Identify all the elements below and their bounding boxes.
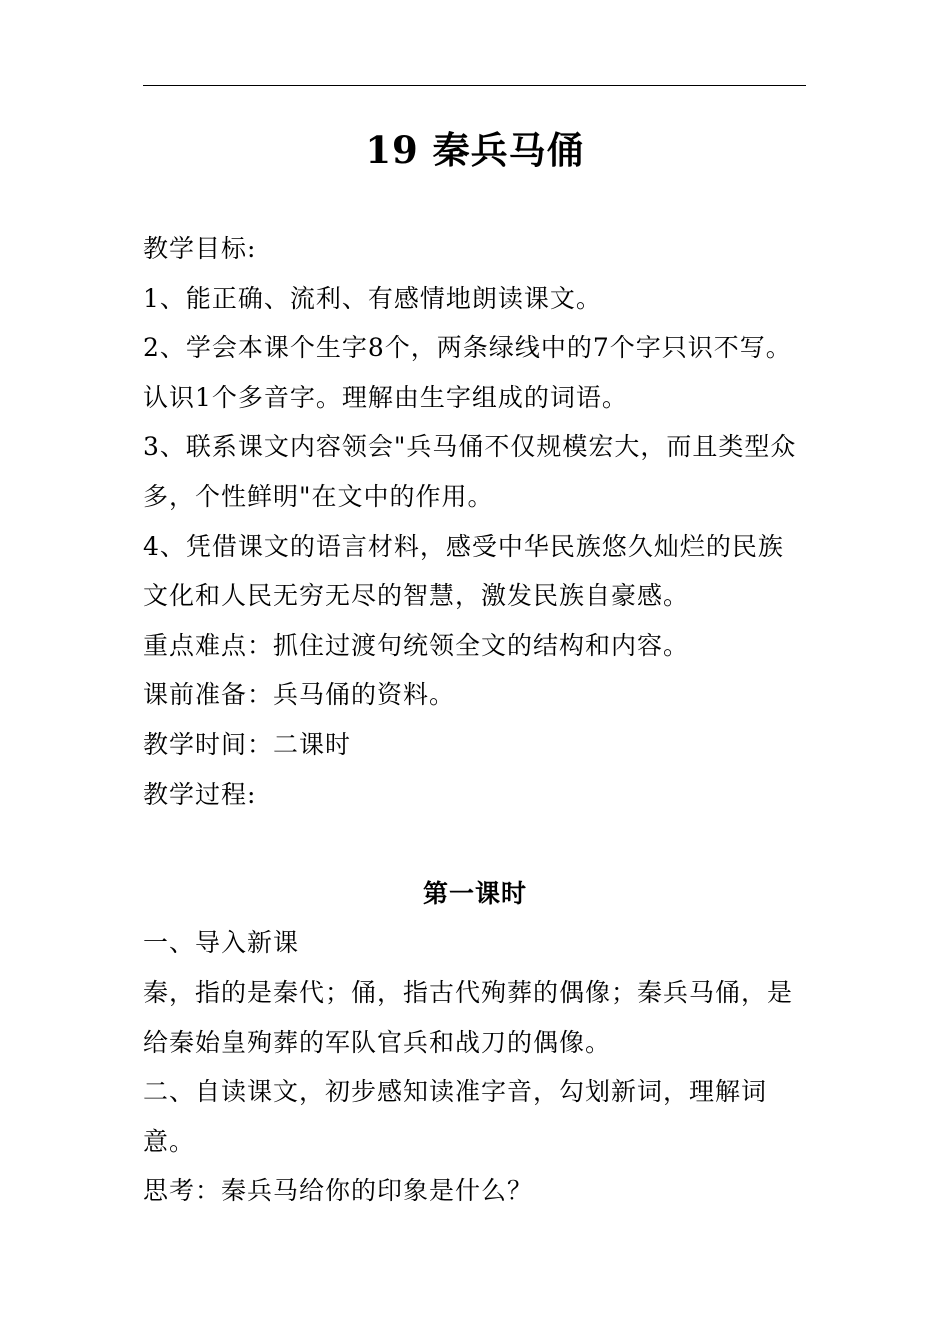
objective-item: 3、联系课文内容领会"兵马俑不仅规模宏大，而且类型众多，个性鲜明"在文中的作用。 <box>143 432 797 511</box>
header-rule <box>143 85 806 86</box>
key-points: 重点难点：抓住过渡句统领全文的结构和内容。 <box>143 630 690 660</box>
objectives-heading: 教学目标: <box>143 234 257 263</box>
lesson-title: 第一课时 <box>422 878 527 908</box>
thinking-question: 思考：秦兵马给你的印象是什么？ <box>143 1176 534 1206</box>
teaching-time: 教学时间：二课时 <box>143 729 352 759</box>
document-body <box>143 224 807 1216</box>
blank-line <box>143 819 807 869</box>
section-heading: 二、自读课文，初步感知读准字音，勾划新词，理解词意。 <box>143 1077 768 1156</box>
section-heading: 一、导入新课 <box>143 928 300 958</box>
section-paragraph: 秦，指的是秦代；俑，指古代殉葬的偶像；秦兵马俑，是给秦始皇殉葬的军队官兵和战刀的偶像。 <box>143 977 794 1057</box>
process-heading: 教学过程: <box>143 779 257 809</box>
objective-item: 2、学会本课个生字8个，两条绿线中的7个字只识不写。认识1个多音字。理解由生字组成的词语。 <box>143 333 792 412</box>
objective-item: 4、凭借课文的语言材料，感受中华民族悠久灿烂的民族文化和人民无穷无尽的智慧，激发民族自豪感。 <box>143 531 784 611</box>
preparation: 课前准备：兵马俑的资料。 <box>143 680 456 710</box>
objective-item: 1、能正确、流利、有感情地朗读课文。 <box>143 283 602 313</box>
page-title: 19 秦兵马俑 <box>365 128 585 172</box>
